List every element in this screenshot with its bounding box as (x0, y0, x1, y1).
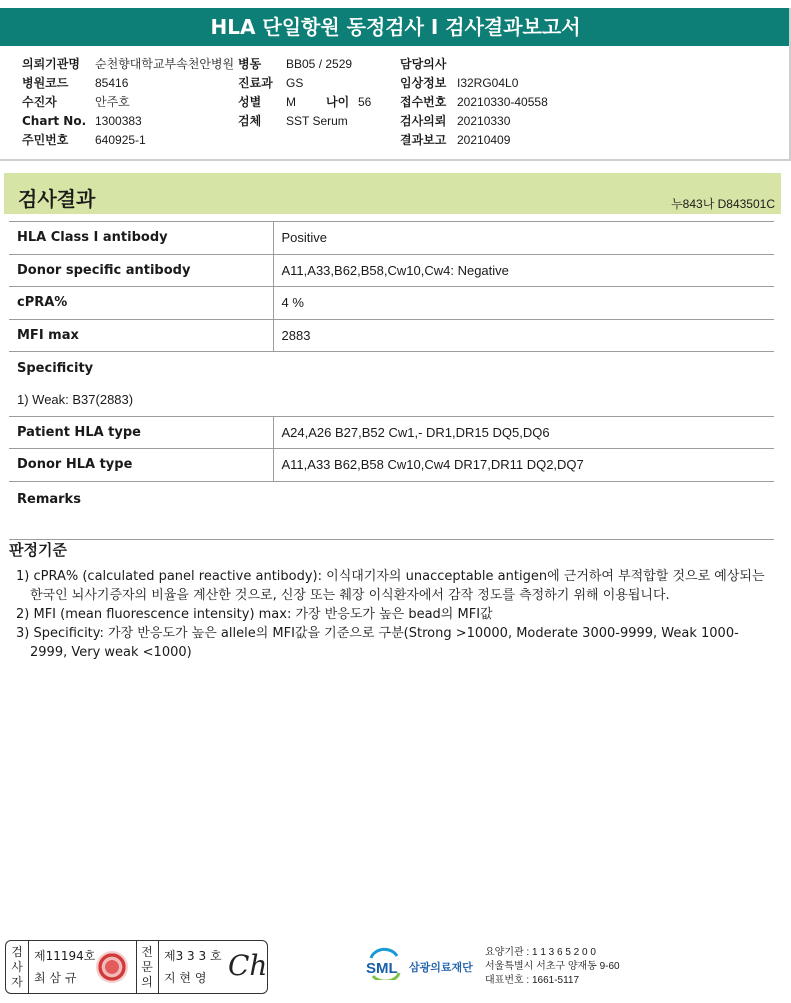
doctor-name: 지 현 영 (164, 971, 207, 985)
info-value: 1300383 (95, 114, 142, 128)
signature: Ch (228, 949, 268, 982)
info-label: 담당의사 (400, 57, 447, 71)
result-value: 2883 (273, 319, 774, 352)
specificity-value: 1) Weak: B37(2883) (17, 392, 134, 408)
info-label: 성별 (238, 95, 262, 109)
info-row-department (238, 74, 371, 93)
info-value: BB05 / 2529 (286, 57, 353, 71)
age-label: 나이 (326, 95, 350, 109)
info-label: 의뢰기관명 (22, 57, 80, 71)
info-row-clinical-info (400, 74, 548, 93)
info-label: 병동 (238, 57, 262, 71)
list-item: 3) Specificity: 가장 반응도가 높은 allele의 MFI값을 기준으로 구분(Strong >10000, Moderate 3000-9999, Weak 1000-2999, Very weak <1000) (16, 626, 739, 660)
org-logo (365, 946, 475, 980)
info-value: SST Serum (286, 114, 348, 128)
specificity-label: Specificity (9, 352, 774, 385)
remarks-label: Remarks (9, 481, 774, 539)
examiner-name: 최 삼 규 (34, 971, 77, 985)
info-row-hospital-code (22, 74, 234, 93)
hla-type-value: A11,A33 B62,B58 Cw10,Cw4 DR17,DR11 DQ2,DQ7 (273, 449, 774, 482)
age-value: 56 (358, 95, 372, 109)
info-label: 병원코드 (22, 76, 69, 90)
info-row-ward (238, 55, 371, 74)
info-value: 85416 (95, 76, 129, 90)
result-value: 4 % (273, 287, 774, 320)
info-row-report-date (400, 131, 548, 150)
table-row (9, 352, 774, 385)
info-row-receipt-no (400, 93, 548, 112)
criteria-title: 판정기준 (9, 541, 67, 559)
seal-stamp-icon (96, 951, 128, 983)
patient-info-col2 (238, 55, 371, 131)
result-value: Positive (273, 222, 774, 255)
info-row-chart-no (22, 112, 234, 131)
info-value: 20210409 (457, 133, 511, 147)
info-value: 20210330-40558 (457, 95, 548, 109)
signature-box (5, 940, 268, 994)
info-row-resident-no (22, 131, 234, 150)
result-label: Donor specific antibody (9, 254, 273, 287)
criteria-list (16, 567, 768, 662)
sml-logo-icon (365, 946, 403, 980)
info-value: 20210330 (457, 114, 511, 128)
org-info (485, 946, 620, 988)
table-row (9, 384, 774, 416)
table-row (9, 319, 774, 352)
info-row-institution (22, 55, 234, 74)
result-section-title: 검사결과 (18, 187, 96, 211)
logo-mark-text: SML (366, 960, 398, 977)
info-label: 접수번호 (400, 95, 447, 109)
result-table (9, 221, 774, 540)
org-name: 삼광의료재단 (409, 961, 473, 974)
divider (28, 941, 29, 993)
result-section-header (4, 173, 781, 214)
list-item: 1) cPRA% (calculated panel reactive antibody): 이식대기자의 unacceptable antigen에 근거하여 부적합할 것으로 예상되는 한국인 뇌사기증자의 비율을 계산한 것으로, 신장 또는 췌장 이식환자에서 감작 정도를 측정하기 위해 이용됩니다. (16, 569, 765, 603)
result-label: HLA Class Ⅰ antibody (9, 222, 273, 255)
table-row (9, 254, 774, 287)
list-item: 2) MFI (mean fluorescence intensity) max: 가장 반응도가 높은 bead의 MFI값 (16, 607, 493, 622)
info-label: 진료과 (238, 76, 273, 90)
info-label: 검사의뢰 (400, 114, 447, 128)
table-row (9, 416, 774, 449)
hla-type-label: Patient HLA type (9, 416, 273, 449)
report-title: HLA 단일항원 동정검사 I 검사결과보고서 (0, 8, 791, 46)
info-value: GS (286, 76, 304, 90)
table-row (9, 481, 774, 539)
info-value: 순천향대학교부속천안병원 (95, 57, 235, 71)
table-row (9, 449, 774, 482)
table-row (9, 287, 774, 320)
info-label: 주민번호 (22, 133, 69, 147)
info-value: I32RG04L0 (457, 76, 519, 90)
info-row-request-date (400, 112, 548, 131)
info-label: 임상정보 (400, 76, 447, 90)
doctor-label: 전문의 (141, 945, 153, 989)
org-address: 서울특별시 서초구 양재동 9-60 (485, 961, 620, 972)
patient-info-col3 (400, 55, 548, 150)
info-value: M (286, 95, 296, 109)
patient-info-col1 (22, 55, 234, 150)
divider (136, 941, 137, 993)
info-label: 수진자 (22, 95, 57, 109)
org-phone: 대표번호 : 1661-5117 (485, 975, 580, 986)
doctor-license: 제3 3 3 호 (164, 949, 222, 963)
info-label: 결과보고 (400, 133, 447, 147)
divider (158, 941, 159, 993)
info-label: Chart No. (22, 114, 87, 128)
examiner-label: 검사자 (11, 945, 23, 989)
info-row-patient-name (22, 93, 234, 112)
hla-type-value: A24,A26 B27,B52 Cw1,- DR1,DR15 DQ5,DQ6 (273, 416, 774, 449)
info-value: 안주호 (95, 95, 130, 109)
result-label: cPRA% (9, 287, 273, 320)
info-row-sex-age (238, 93, 371, 112)
hla-type-label: Donor HLA type (9, 449, 273, 482)
result-value: A11,A33,B62,B58,Cw10,Cw4: Negative (273, 254, 774, 287)
table-row (9, 222, 774, 255)
info-value: 640925-1 (95, 133, 146, 147)
result-label: MFI max (9, 319, 273, 352)
info-label: 검체 (238, 114, 262, 128)
examiner-license: 제11194호 (34, 949, 96, 963)
info-row-specimen (238, 112, 371, 131)
result-section-code: 누843나 D843501C (671, 197, 775, 211)
org-code: 요양기관 : 1 1 3 6 5 2 0 0 (485, 947, 596, 958)
info-row-doctor (400, 55, 548, 74)
